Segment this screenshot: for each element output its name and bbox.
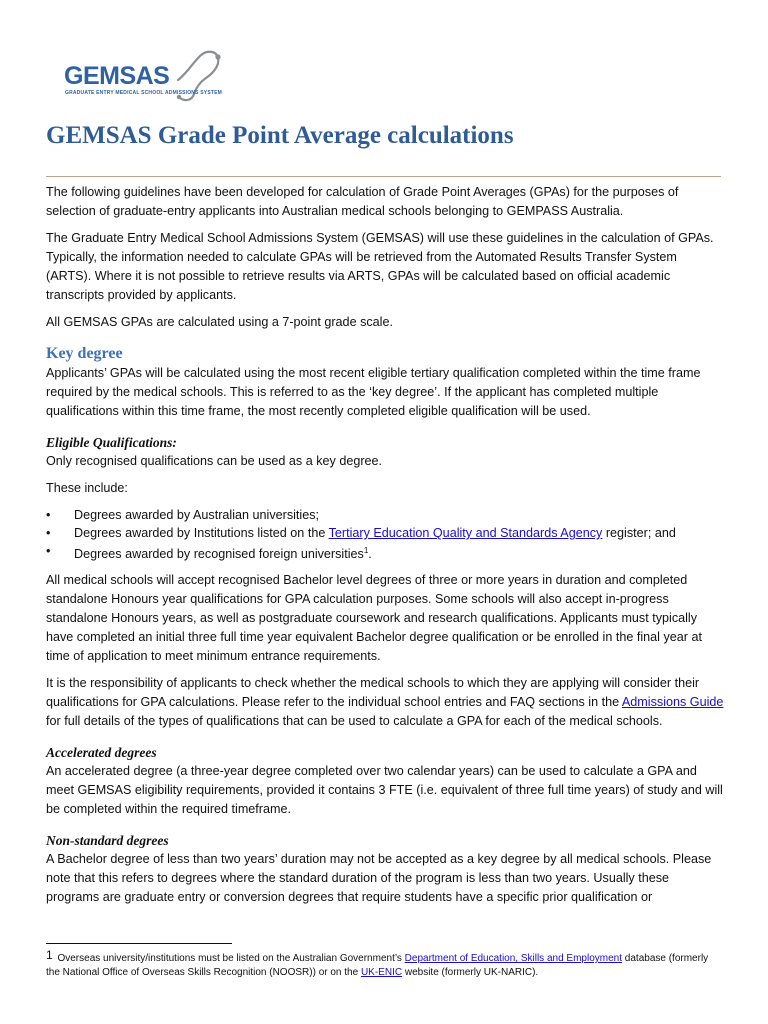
intro-paragraph-1: The following guidelines have been developed for calculation of Grade Point Averages (GPAs) for the purposes of selection of graduate-entry applicants into Australian medical schools belonging to GEMPASS Australia.: [46, 185, 679, 218]
eligible-heading: Eligible Qualifications:: [46, 435, 177, 450]
logo-subtitle: GRADUATE ENTRY MEDICAL SCHOOL ADMISSIONS SYSTEM: [65, 90, 223, 96]
eligible-paragraph-4: It is the responsibility of applicants to check whether the medical schools to which they are applying will consider their qualifications for GPA calculations. Please refer to the individual school entries and FAQ sections in the Admissions Guide for full details of the types of qualifications that can be used to calculate a GPA for each of the medical schools.: [46, 676, 724, 729]
footnote-mark: 1: [46, 948, 53, 962]
nonstandard-paragraph: A Bachelor degree of less than two years’ duration may not be accepted as a key degree by all medical schools. Please note that this refers to degrees where the standard duration of the program is less than two years. Usually these programs are graduate entry or conversion degrees that require students have a specific prior qualification or: [46, 852, 712, 905]
uk-enic-link[interactable]: UK-ENIC: [360, 967, 403, 978]
eligible-paragraph-3: All medical schools will accept recognised Bachelor level degrees of three or more years in duration and completed standalone Honours year qualifications for GPA calculation purposes. Some schools will also accept in-progress standalone Honours years, as well as postgraduate coursework and research qualifications. Applicants must typically have completed an initial three full time year equivalent Bachelor degree qualification or be enrolled in the final year at time of application to meet minimum entrance requirements.: [46, 573, 702, 664]
eligible-list: [46, 506, 724, 563]
bullet-icon: •: [46, 544, 51, 558]
footnote-divider: [46, 943, 232, 944]
gemsas-logo: [60, 44, 230, 106]
eligible-paragraph-1: Only recognised qualifications can be used as a key degree.: [46, 454, 383, 468]
nonstandard-heading: Non-standard degrees: [46, 833, 169, 849]
title-divider: [46, 176, 721, 177]
intro-paragraph-2: The Graduate Entry Medical School Admissions System (GEMSAS) will use these guidelines in the calculation of GPAs. Typically, the information needed to calculate GPAs will be retrieved from the Automated Results Transfer System (ARTS). Where it is not possible to retrieve results via ARTS, GPAs will be calculated based on official academic transcripts provided by applicants.: [46, 231, 714, 302]
bullet-icon: •: [46, 508, 51, 522]
key-degree-paragraph: Applicants’ GPAs will be calculated using the most recent eligible tertiary qualification completed within the time frame required by the medical schools. This is referred to as the ‘key degree’. If the applicant has completed multiple qualifications within this time frame, the most recently completed eligible qualification will be used.: [46, 366, 701, 418]
key-degree-heading: Key degree: [46, 345, 123, 362]
logo-wordmark: GEMSAS: [64, 62, 170, 90]
list-item: • Degrees awarded by Institutions listed on the Tertiary Education Quality and Standards Agency register; and: [46, 526, 676, 540]
list-item: • Degrees awarded by Australian universities;: [46, 508, 320, 522]
admissions-guide-link[interactable]: Admissions Guide: [621, 695, 724, 710]
footnote-reference[interactable]: 1: [363, 546, 369, 555]
accelerated-heading: Accelerated degrees: [46, 745, 157, 761]
intro-paragraph-3: All GEMSAS GPAs are calculated using a 7-point grade scale.: [46, 315, 393, 329]
bullet-icon: •: [46, 526, 51, 540]
accelerated-paragraph: An accelerated degree (a three-year degree completed over two calendar years) can be used to calculate a GPA and meet GEMSAS eligibility requirements, provided it contains 3 FTE (i.e. equivalent of three full time years) of study and will be completed within the required timeframe.: [46, 764, 723, 817]
teqsa-link[interactable]: Tertiary Education Quality and Standards Agency: [328, 526, 603, 540]
list-item: • Degrees awarded by recognised foreign universities$^1$.: [46, 544, 372, 562]
dese-link[interactable]: Department of Education, Skills and Employment: [404, 953, 623, 964]
document-body: [46, 183, 724, 915]
page-title: GEMSAS Grade Point Average calculations: [46, 122, 514, 149]
footnote: 1 Overseas university/institutions must be listed on the Australian Government’s Department of Education, Skills and Employment database (formerly the National Office of Overseas Skills Recognition (NOOSR)) or on the UK-ENIC website (formerly UK-NARIC).: [46, 948, 709, 978]
eligible-paragraph-2: These include:: [46, 481, 128, 495]
